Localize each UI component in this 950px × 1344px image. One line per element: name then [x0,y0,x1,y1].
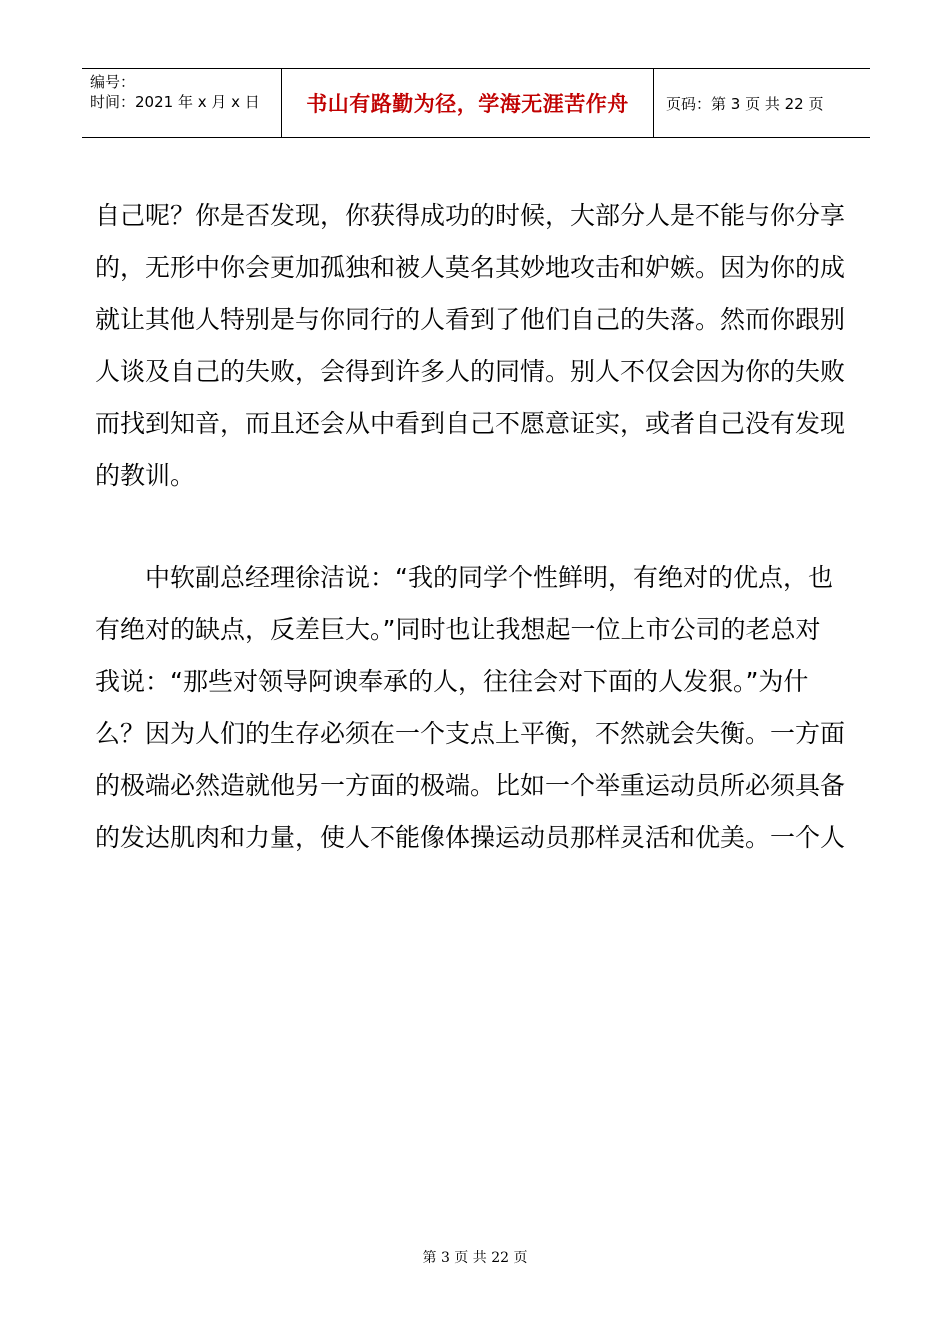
header-meta-cell [82,69,282,137]
header-motto-cell [282,69,654,137]
body-line: 有绝对的缺点，反差巨大。”同时也让我想起一位上市公司的老总对 [95,615,821,644]
body-line: 的教训。 [95,461,196,490]
body-line: 而找到知音，而且还会从中看到自己不愿意证实，或者自己没有发现 [95,409,846,438]
body-line: 人谈及自己的失败，会得到许多人的同情。别人不仅会因为你的失败 [95,357,846,386]
header-page-info: 页码：第 3 页 共 22 页 [666,94,824,113]
body-line: 的，无形中你会更加孤独和被人莫名其妙地攻击和妒嫉。因为你的成 [95,253,846,282]
body-line: 就让其他人特别是与你同行的人看到了他们自己的失落。然而你跟别 [95,305,846,334]
page-footer: 第 3 页 共 22 页 [422,1250,528,1266]
document-number-label: 编号： [90,73,136,91]
body-line: 的发达肌肉和力量，使人不能像体操运动员那样灵活和优美。一个人 [95,823,846,852]
body-line: 的极端必然造就他另一方面的极端。比如一个举重运动员所必须具备 [95,771,846,800]
body-line: 中软副总经理徐洁说：“我的同学个性鲜明，有绝对的优点，也 [95,563,833,592]
header-motto: 书山有路勤为径，学海无涯苦作舟 [306,92,629,116]
page-header [82,68,870,138]
body-line: 么？因为人们的生存必须在一个支点上平衡，不然就会失衡。一方面 [95,719,846,748]
body-line: 我说：“那些对领导阿谀奉承的人，往往会对下面的人发狠。”为什 [95,667,809,696]
header-page-cell [654,69,870,137]
document-body [95,190,860,864]
paragraph-gap [95,502,860,552]
document-date-label: 时间：2021 年 x 月 x 日 [90,93,260,111]
body-line: 自己呢？你是否发现，你获得成功的时候，大部分人是不能与你分享 [95,201,846,230]
